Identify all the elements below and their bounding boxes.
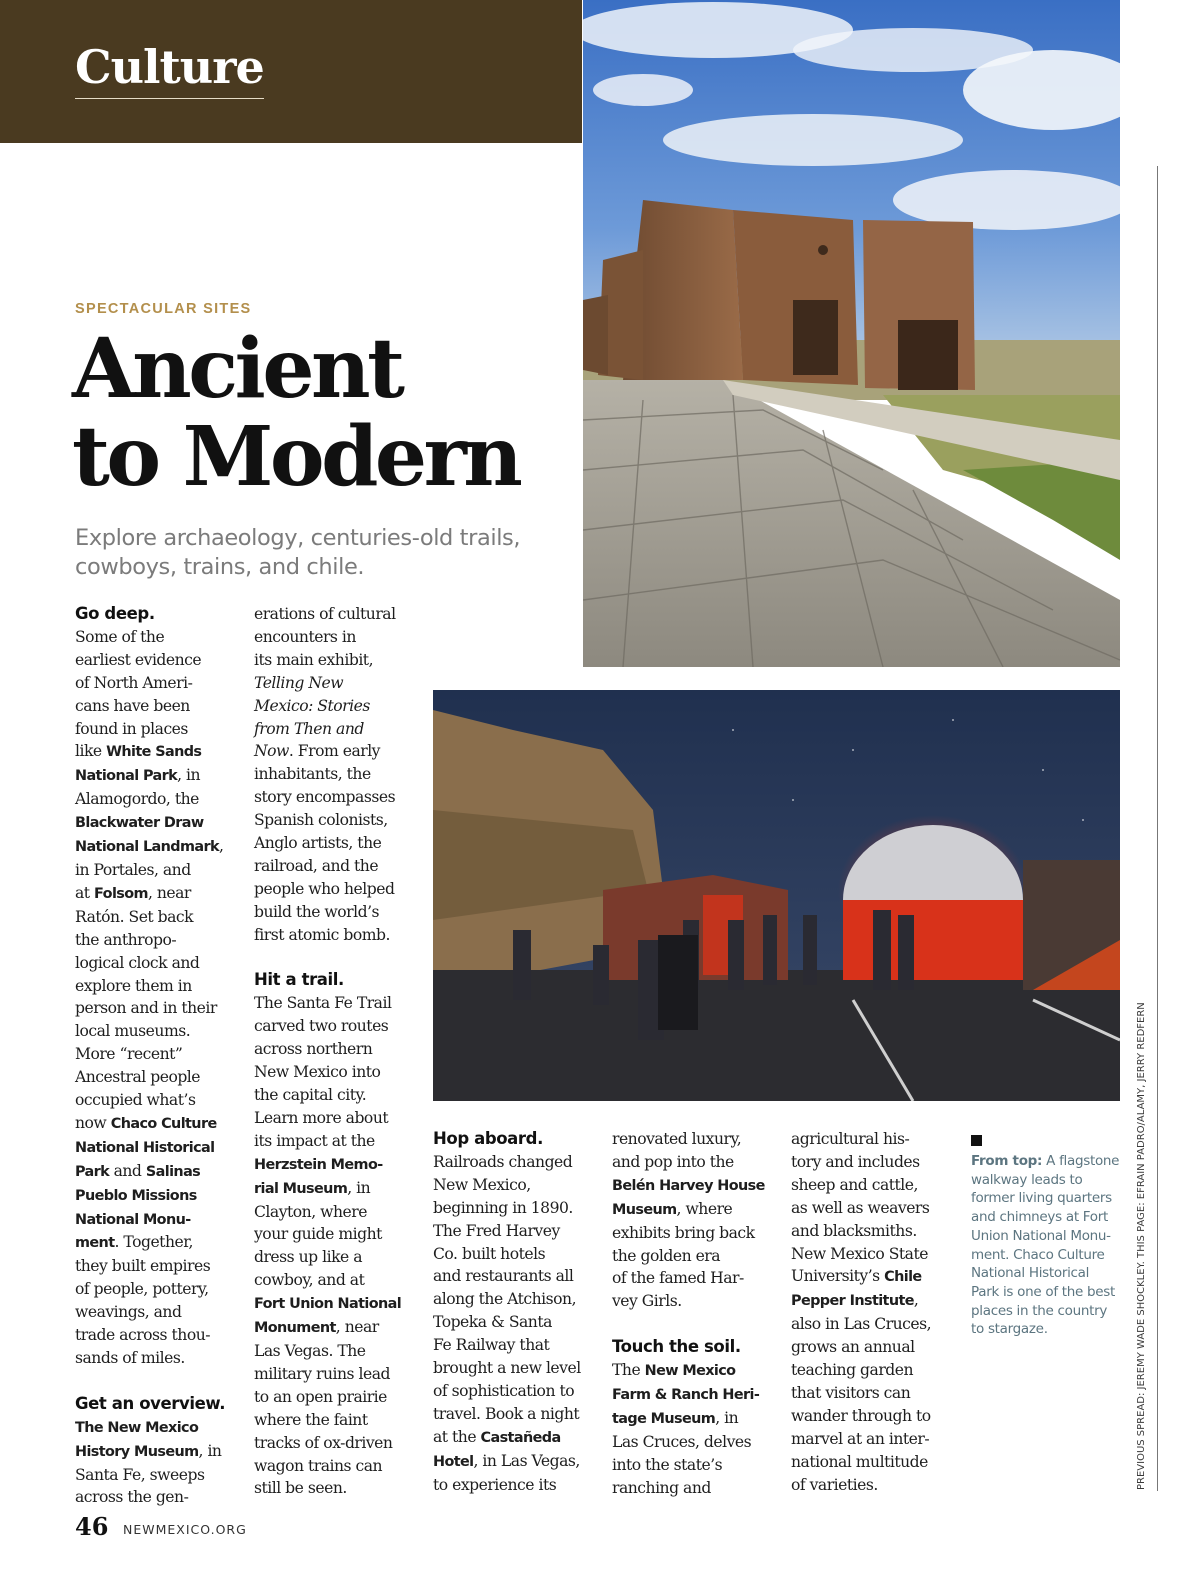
body-column-2 [254, 603, 424, 1500]
footer-site: NEWMEXICO.ORG [123, 1522, 247, 1537]
paragraph: agricultural his- tory and includes sheep and cattle, as well as weavers and blacksmiths. New Mexico State University’s Chile Pepper Institute, also in Las Cruces, grows an annual teaching garden that visitors can wander through to marvel at an inter- national multitude of varieties. [791, 1130, 932, 1494]
headline-line-1: Ancient [72, 321, 402, 417]
subhead-hit-a-trail: Hit a trail. [254, 970, 344, 990]
section-title: Culture [75, 44, 264, 99]
article-deck: Explore archaeology, centuries-old trails, cowboys, trains, and chile. [75, 525, 521, 580]
subhead-get-an-overview: Get an overview. [75, 1393, 226, 1413]
paragraph: Some of the earliest evidence of North Ameri- cans have been found in places like White Sands National Park, in Alamogordo, the Blackwater Draw National Landmark, in Portales, and at Folsom, near Ratón. Set back the anthropo- logical clock and explore them in person and in their local museums. More “recent” Ancestral people occupied what’s now Chaco Culture National Historical Park and Salinas Pueblo Missions National Monu- ment. Together, they built empires of people, pottery, weavings, and trade across thou- sands of miles. [75, 627, 224, 1367]
article-headline [72, 321, 520, 505]
page-number: 46 [75, 1512, 109, 1541]
paragraph: The New Mexico History Museum, in Santa Fe, sweeps across the gen- [75, 1419, 222, 1507]
paragraph: The New Mexico Farm & Ranch Heri- tage Museum, in Las Cruces, delves into the state’s ranching and [612, 1361, 760, 1497]
photo-caption: From top: A flagstone walkway leads to former living quarters and chimneys at Fort Union National Monu-ment. Chaco Culture National Historical Park is one of the best places in the country to stargaze. [971, 1135, 1121, 1339]
photo-chaco-observatory [433, 690, 1120, 1101]
photo-fort-union-ruins [583, 0, 1120, 667]
paragraph: renovated luxury, and pop into the Belén Harvey House Museum, where exhibits bring back the golden era of the famed Har- vey Girls. [612, 1130, 765, 1311]
credit-rule [1157, 166, 1158, 1491]
paragraph: The Santa Fe Trail carved two routes across northern New Mexico into the capital city. Learn more about its impact at the Herzstein Memo- rial Museum, in Clayton, where your guide might dress up like a cowboy, and at Fort Union National Monument, near Las Vegas. The military ruins lead to an open prairie where the faint tracks of ox-driven wagon trains can still be seen. [254, 994, 402, 1498]
headline-line-2: to Modern [72, 409, 520, 505]
body-column-4 [612, 1128, 784, 1499]
paragraph: erations of cultural encounters in its main exhibit, Telling New Mexico: Stories from Then and Now. From early inhabitants, the story encompasses Spanish colonists, Anglo artists, the railroad, and the people who helped build the world’s first atomic bomb. [254, 605, 396, 944]
body-column-3 [433, 1128, 605, 1497]
subhead-go-deep: Go deep. [75, 604, 155, 623]
body-column-5 [791, 1128, 963, 1497]
caption-marker [971, 1135, 982, 1146]
paragraph: Railroads changed New Mexico, beginning in 1890. The Fred Harvey Co. built hotels and restaurants all along the Atchison, Topeka & Santa Fe Railway that brought a new level of sophistication to travel. Book a night at the Castañeda Hotel, in Las Vegas, to experience its [433, 1152, 581, 1494]
article-kicker: SPECTACULAR SITES [75, 301, 252, 317]
photo-credits: PREVIOUS SPREAD: JEREMY WADE SHOCKLEY. THIS PAGE: EFRAIN PADRO/ALAMY, JERRY REDFERN [1136, 1002, 1147, 1490]
body-column-1 [75, 603, 245, 1509]
subhead-touch-the-soil: Touch the soil. [612, 1337, 741, 1357]
subhead-hop-aboard: Hop aboard. [433, 1129, 543, 1148]
